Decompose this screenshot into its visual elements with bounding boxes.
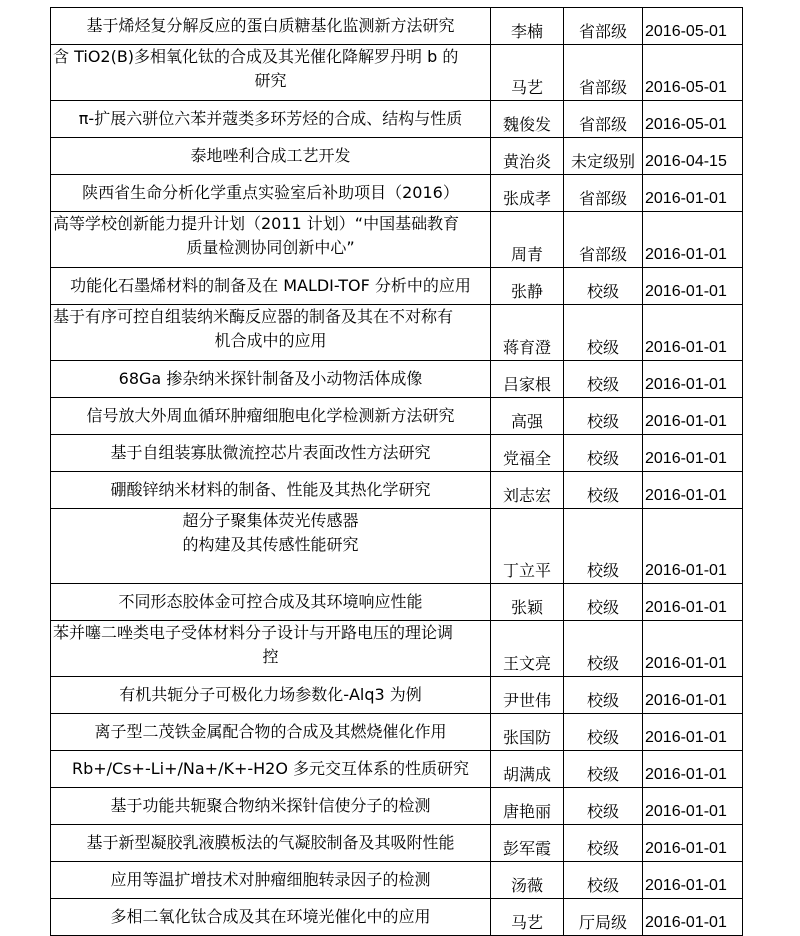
leader-cell: 汤薇 xyxy=(491,862,564,899)
date-cell: 2016-01-01 xyxy=(643,584,743,621)
leader-cell: 张静 xyxy=(491,268,564,305)
date-cell: 2016-01-01 xyxy=(643,677,743,714)
table-row xyxy=(51,862,743,899)
project-title-line: 多相二氧化钛合成及其在环境光催化中的应用 xyxy=(110,907,431,926)
level-cell: 校级 xyxy=(564,584,643,621)
date-cell: 2016-01-01 xyxy=(643,435,743,472)
leader-cell: 张国防 xyxy=(491,714,564,751)
project-title-cell xyxy=(51,101,491,138)
date-cell: 2016-01-01 xyxy=(643,751,743,788)
table-row xyxy=(51,677,743,714)
project-title-cell xyxy=(51,788,491,825)
project-title-line: 超分子聚集体荧光传感器 xyxy=(182,511,359,530)
table-body xyxy=(51,8,743,936)
date-cell: 2016-04-15 xyxy=(643,138,743,175)
project-title-line: 基于功能共轭聚合物纳米探针信使分子的检测 xyxy=(110,796,431,815)
project-title-line: 质量检测协同创新中心” xyxy=(186,238,355,257)
table-row xyxy=(51,138,743,175)
leader-cell: 胡满成 xyxy=(491,751,564,788)
level-cell: 校级 xyxy=(564,509,643,584)
leader-cell: 彭军霞 xyxy=(491,825,564,862)
leader-cell: 王文亮 xyxy=(491,621,564,677)
table-row xyxy=(51,584,743,621)
project-title-line: 苯并噻二唑类电子受体材料分子设计与开路电压的理论调 xyxy=(53,623,454,642)
table-row xyxy=(51,751,743,788)
leader-cell: 刘志宏 xyxy=(491,472,564,509)
level-cell: 校级 xyxy=(564,751,643,788)
table-row xyxy=(51,435,743,472)
leader-cell: 吕家根 xyxy=(491,361,564,398)
project-title-line: 有机共轭分子可极化力场参数化-Alq3 为例 xyxy=(119,685,422,704)
project-title-line: 研究 xyxy=(254,71,287,90)
project-title-cell xyxy=(51,751,491,788)
level-cell: 校级 xyxy=(564,862,643,899)
table-row xyxy=(51,45,743,101)
project-title-cell xyxy=(51,398,491,435)
level-cell: 校级 xyxy=(564,621,643,677)
leader-cell: 周青 xyxy=(491,212,564,268)
project-title-line: 基于新型凝胶乳液膜板法的气凝胶制备及其吸附性能 xyxy=(86,833,455,852)
date-cell: 2016-01-01 xyxy=(643,212,743,268)
level-cell: 校级 xyxy=(564,825,643,862)
project-title-cell xyxy=(51,472,491,509)
leader-cell: 唐艳丽 xyxy=(491,788,564,825)
project-title-line: 基于自组装寡肽微流控芯片表面改性方法研究 xyxy=(110,443,431,462)
project-title-cell xyxy=(51,45,491,101)
leader-cell: 张颖 xyxy=(491,584,564,621)
table-row xyxy=(51,268,743,305)
date-cell: 2016-01-01 xyxy=(643,268,743,305)
level-cell: 省部级 xyxy=(564,212,643,268)
project-title-cell xyxy=(51,621,491,677)
date-cell: 2016-01-01 xyxy=(643,509,743,584)
date-cell: 2016-01-01 xyxy=(643,621,743,677)
project-title-cell xyxy=(51,714,491,751)
table-row xyxy=(51,714,743,751)
date-cell: 2016-01-01 xyxy=(643,175,743,212)
project-title-line: 不同形态胶体金可控合成及其环境响应性能 xyxy=(118,592,423,611)
level-cell: 校级 xyxy=(564,305,643,361)
project-title-cell xyxy=(51,268,491,305)
date-cell: 2016-01-01 xyxy=(643,305,743,361)
project-title-cell xyxy=(51,862,491,899)
level-cell: 校级 xyxy=(564,677,643,714)
project-title-cell xyxy=(51,677,491,714)
leader-cell: 魏俊发 xyxy=(491,101,564,138)
table-row xyxy=(51,472,743,509)
level-cell: 校级 xyxy=(564,788,643,825)
date-cell: 2016-01-01 xyxy=(643,361,743,398)
leader-cell: 党福全 xyxy=(491,435,564,472)
leader-cell: 高强 xyxy=(491,398,564,435)
project-title-cell xyxy=(51,509,491,584)
leader-cell: 丁立平 xyxy=(491,509,564,584)
leader-cell: 张成孝 xyxy=(491,175,564,212)
leader-cell: 蒋育澄 xyxy=(491,305,564,361)
date-cell: 2016-01-01 xyxy=(643,862,743,899)
project-title-cell xyxy=(51,361,491,398)
project-title-line: π-扩展六骈位六苯并蔻类多环芳烃的合成、结构与性质 xyxy=(78,109,463,128)
leader-cell: 李楠 xyxy=(491,8,564,45)
date-cell: 2016-05-01 xyxy=(643,8,743,45)
date-cell: 2016-01-01 xyxy=(643,825,743,862)
project-title-line: 机合成中的应用 xyxy=(214,331,327,350)
project-title-cell xyxy=(51,899,491,936)
table-row xyxy=(51,361,743,398)
project-title-cell xyxy=(51,175,491,212)
leader-cell: 马艺 xyxy=(491,45,564,101)
date-cell: 2016-01-01 xyxy=(643,472,743,509)
date-cell: 2016-05-01 xyxy=(643,101,743,138)
project-title-cell xyxy=(51,305,491,361)
project-title-cell xyxy=(51,435,491,472)
date-cell: 2016-01-01 xyxy=(643,398,743,435)
table-row xyxy=(51,305,743,361)
table-row xyxy=(51,175,743,212)
level-cell: 校级 xyxy=(564,268,643,305)
project-title-line: 硼酸锌纳米材料的制备、性能及其热化学研究 xyxy=(110,480,431,499)
level-cell: 省部级 xyxy=(564,8,643,45)
table-row xyxy=(51,8,743,45)
leader-cell: 马艺 xyxy=(491,899,564,936)
date-cell: 2016-01-01 xyxy=(643,714,743,751)
project-title-line: 的构建及其传感性能研究 xyxy=(182,535,359,554)
project-title-line: 泰地唑利合成工艺开发 xyxy=(190,146,351,165)
level-cell: 省部级 xyxy=(564,175,643,212)
project-title-line: Rb+/Cs+-Li+/Na+/K+-H2O 多元交互体系的性质研究 xyxy=(71,759,470,778)
table-row xyxy=(51,621,743,677)
project-title-line: 高等学校创新能力提升计划（2011 计划）“中国基础教育 xyxy=(53,214,460,233)
project-title-line: 68Ga 掺杂纳米探针制备及小动物活体成像 xyxy=(118,369,423,388)
project-title-cell xyxy=(51,825,491,862)
table-row xyxy=(51,899,743,936)
project-title-cell xyxy=(51,8,491,45)
project-title-cell xyxy=(51,138,491,175)
table-row xyxy=(51,101,743,138)
project-title-line: 含 TiO2(B)多相氧化钛的合成及其光催化降解罗丹明 b 的 xyxy=(53,47,459,66)
level-cell: 未定级别 xyxy=(564,138,643,175)
table-row xyxy=(51,398,743,435)
project-title-line: 基于有序可控自组装纳米酶反应器的制备及其在不对称有 xyxy=(53,307,454,326)
date-cell: 2016-05-01 xyxy=(643,45,743,101)
leader-cell: 尹世伟 xyxy=(491,677,564,714)
project-title-line: 应用等温扩增技术对肿瘤细胞转录因子的检测 xyxy=(110,870,431,889)
project-title-line: 信号放大外周血循环肿瘤细胞电化学检测新方法研究 xyxy=(86,406,455,425)
level-cell: 校级 xyxy=(564,714,643,751)
project-title-line: 功能化石墨烯材料的制备及在 MALDI-TOF 分析中的应用 xyxy=(70,276,471,295)
table-row xyxy=(51,825,743,862)
level-cell: 校级 xyxy=(564,361,643,398)
level-cell: 校级 xyxy=(564,472,643,509)
level-cell: 校级 xyxy=(564,398,643,435)
table-row xyxy=(51,212,743,268)
leader-cell: 黄治炎 xyxy=(491,138,564,175)
project-table xyxy=(50,7,743,936)
project-title-line: 离子型二茂铁金属配合物的合成及其燃烧催化作用 xyxy=(94,722,447,741)
project-title-line: 陕西省生命分析化学重点实验室后补助项目（2016） xyxy=(82,183,459,202)
level-cell: 厅局级 xyxy=(564,899,643,936)
project-title-cell xyxy=(51,212,491,268)
date-cell: 2016-01-01 xyxy=(643,788,743,825)
project-title-line: 基于烯烃复分解反应的蛋白质糖基化监测新方法研究 xyxy=(86,16,455,35)
level-cell: 省部级 xyxy=(564,101,643,138)
project-title-cell xyxy=(51,584,491,621)
date-cell: 2016-01-01 xyxy=(643,899,743,936)
table-row xyxy=(51,788,743,825)
project-title-line: 控 xyxy=(262,647,279,666)
table-row xyxy=(51,509,743,584)
level-cell: 省部级 xyxy=(564,45,643,101)
level-cell: 校级 xyxy=(564,435,643,472)
